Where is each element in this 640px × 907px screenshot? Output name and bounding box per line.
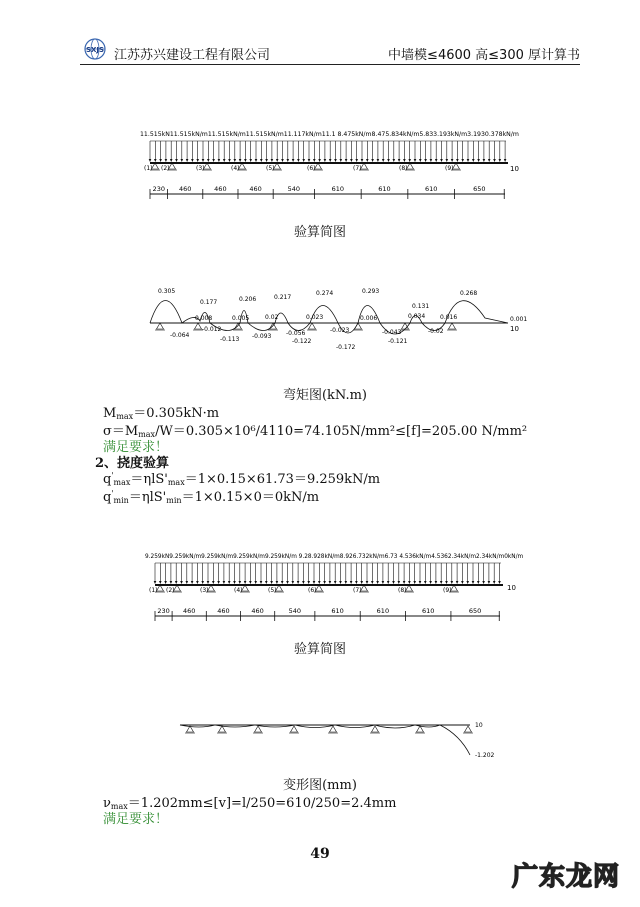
svg-text:0.268: 0.268 [460,290,478,297]
support-icon [353,585,369,594]
support-icon [307,323,317,330]
support-icon [370,726,380,733]
svg-text:10: 10 [507,584,516,592]
svg-text:-0.02: -0.02 [428,328,444,335]
support-icon [155,323,165,330]
support-icon [398,585,414,594]
support-icon [443,585,459,594]
svg-text:(7): (7) [353,587,362,594]
span-label: 610 [331,607,344,615]
sigma-line: $\sigma=M_{max}/W=0.305\times 10^6/4110=74.105N/mm^2\le[f]=205.00$ N/mm² [103,424,528,439]
svg-text:(3): (3) [196,165,205,172]
qmin-line: $q'_{min}=\eta lS'_{min}=1\times 0.15\times 0=0kN/m$ [103,489,320,505]
supports [144,163,461,172]
svg-text:(5): (5) [268,587,277,594]
svg-text:0.008: 0.008 [195,315,213,322]
span-label: 540 [288,607,301,615]
support-icon [166,585,182,594]
svg-text:(2): (2) [166,587,175,594]
support-icon [400,323,410,330]
svg-text:(1): (1) [149,587,158,594]
support-icon [161,163,177,172]
svg-text:-0.012: -0.012 [202,326,222,333]
span-label: 610 [424,185,438,193]
svg-text:SXJS: SXJS [85,46,105,54]
svg-text:(5): (5) [266,165,275,172]
support-icon [445,163,461,172]
support-icon [234,585,250,594]
svg-text:0.131: 0.131 [412,303,430,310]
support-icon [399,163,415,172]
section-heading: 2、挠度验算 [95,456,170,471]
support-icon [463,726,473,733]
svg-text:-0.064: -0.064 [170,332,190,339]
load-values: 9.259kN9.259kN/m9.259kN/m9.259kN/m9.259kN/m 9.28.928kN/m8.926.732kN/m6.73 4.536kN/m4.5362.34kN/m2.34kN/m0kN/m [145,554,524,560]
svg-text:-0.043: -0.043 [382,329,402,336]
svg-text:(8): (8) [398,587,407,594]
load-diagram-2 [145,548,525,638]
figure-caption: 验算简图 [293,642,346,657]
svg-text:0.006: 0.006 [360,315,378,322]
load-arrows [149,141,507,162]
svg-text:10: 10 [510,325,519,333]
watermark: 广东龙网 [511,862,620,892]
svg-text:(9): (9) [445,165,454,172]
span-label: 460 [251,607,264,615]
load-diagram-1 [140,126,520,216]
support-icon [200,585,216,594]
support-icon [268,585,284,594]
support-icon [447,323,457,330]
ok-status: 满足要求！ [103,812,169,827]
svg-text:10: 10 [510,165,519,173]
svg-text:0.016: 0.016 [440,314,458,321]
company-name: 江苏苏兴建设工程有限公司 [114,48,271,63]
svg-text:(4): (4) [234,587,243,594]
span-label: 460 [182,607,196,615]
svg-text:0.001: 0.001 [510,316,528,323]
svg-text:-0.056: -0.056 [286,330,306,337]
span-label: 650 [468,607,482,615]
span-label: 460 [217,607,230,615]
figure-caption: 弯矩图(kN.m) [282,388,368,403]
svg-text:(7): (7) [353,165,362,172]
deflection-diagram [170,715,510,765]
svg-text:(4): (4) [231,165,240,172]
page-number: 49 [310,846,330,862]
svg-text:0.005: 0.005 [232,315,250,322]
svg-text:-0.122: -0.122 [292,338,312,345]
support-icon [353,323,363,330]
svg-text:(6): (6) [307,165,316,172]
support-icon [266,163,282,172]
vmax-line: $\nu_{max}=1.202mm\le[v]=l/250=610/250=2.4mm$ [103,796,397,811]
svg-text:-0.093: -0.093 [252,333,272,340]
support-icon [268,323,278,330]
svg-text:-0.023: -0.023 [330,327,350,334]
mmax-line: $M_{max}=0.305kN\cdot m$ [103,406,220,421]
figure-caption: 变形图(mm) [283,778,357,793]
span-label: 650 [473,185,486,193]
span-label: 460 [214,185,227,193]
support-icon [353,163,369,172]
support-icon [149,585,165,594]
svg-text:0.177: 0.177 [200,299,218,306]
span-label: 230 [157,607,170,615]
svg-text:-0.113: -0.113 [220,336,240,343]
svg-text:(3): (3) [200,587,209,594]
load-values: 11.515kN11.515kN/m11.515kN/m11.515kN/m11.117kN/m11.1 8.475kN/m8.475.834kN/m5.833.193kN/m3.1930.378kN/m [140,131,519,138]
support-icon [196,163,212,172]
svg-text:0.02: 0.02 [265,314,279,321]
span-label: 460 [249,185,262,193]
svg-text:0.023: 0.023 [306,314,324,321]
page-header [80,38,580,65]
span-label: 610 [422,607,435,615]
svg-text:0.274: 0.274 [316,290,334,297]
support-icon [231,163,247,172]
svg-text:(9): (9) [443,587,452,594]
svg-text:10: 10 [475,722,483,729]
svg-text:(1): (1) [144,165,153,172]
support-icon [233,323,243,330]
svg-text:(6): (6) [308,587,317,594]
svg-text:0.217: 0.217 [274,294,292,301]
support-icon [144,163,160,172]
svg-text:0.293: 0.293 [362,288,380,295]
span-label: 230 [152,185,166,193]
svg-text:-0.172: -0.172 [336,344,356,351]
document-title: 中墙模≤4600 高≤300 厚计算书 [388,48,580,63]
svg-text:0.034: 0.034 [408,313,426,320]
support-icon [308,585,324,594]
ok-status: 满足要求！ [103,440,169,455]
span-dims [150,185,504,199]
moment-diagram [140,283,530,361]
span-label: 610 [378,185,391,193]
svg-text:0.206: 0.206 [239,296,257,303]
support-icon [289,726,299,733]
svg-text:(8): (8) [399,165,408,172]
svg-text:(2): (2) [161,165,170,172]
figure-caption: 验算简图 [293,225,346,240]
support-icon [307,163,323,172]
svg-text:-1.202: -1.202 [475,752,495,759]
span-label: 610 [331,185,345,193]
qmax-line: $q'_{max}=\eta lS'_{max}=1\times 0.15\times 61.73=9.259kN/m$ [103,471,381,487]
company-logo-icon [80,38,110,64]
svg-text:-0.121: -0.121 [388,338,408,345]
span-label: 610 [376,607,390,615]
support-icon [328,726,338,733]
svg-text:0.305: 0.305 [158,288,176,295]
support-icon [217,726,227,733]
span-label: 540 [287,185,301,193]
span-label: 460 [178,185,192,193]
support-icon [253,726,263,733]
